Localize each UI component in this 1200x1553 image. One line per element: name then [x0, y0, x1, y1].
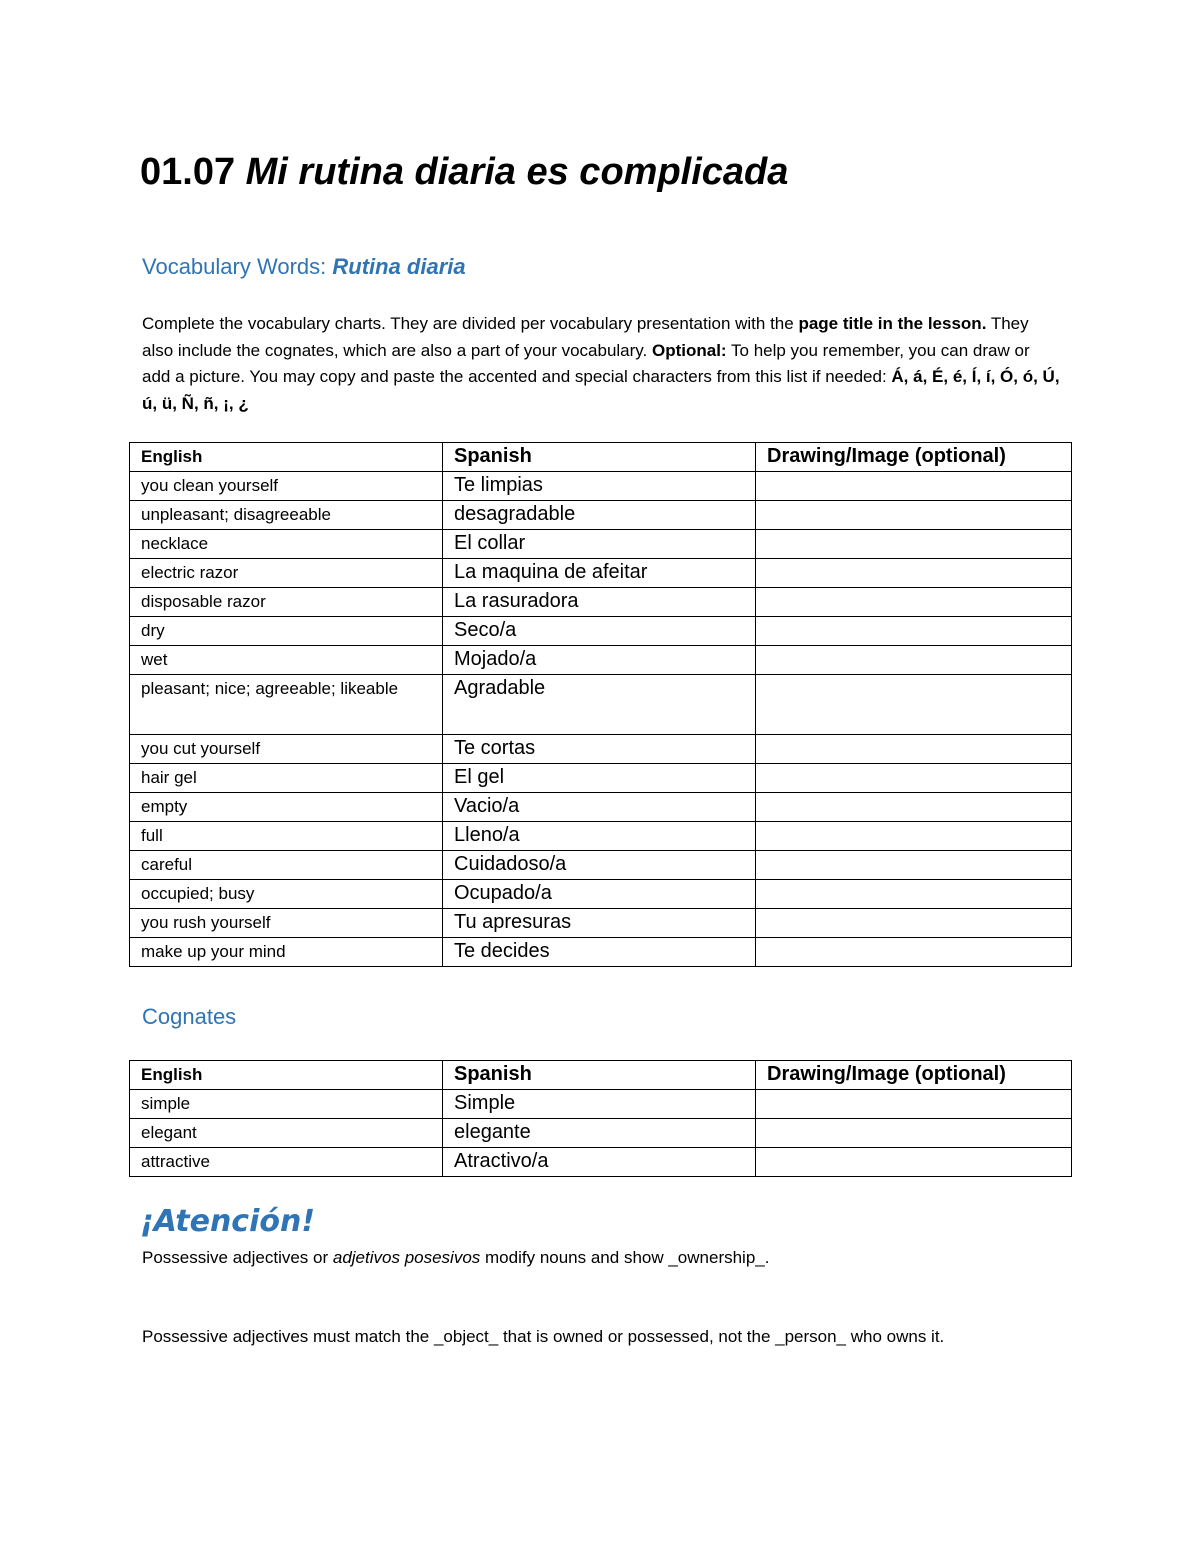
table-row [130, 530, 1072, 559]
spanish-cell[interactable]: El collar [443, 530, 756, 559]
cognates-table [129, 1060, 1072, 1177]
drawing-cell[interactable] [756, 1119, 1072, 1148]
english-cell: unpleasant; disagreeable [130, 501, 443, 530]
drawing-cell[interactable] [756, 764, 1072, 793]
drawing-cell[interactable] [756, 793, 1072, 822]
table-row [130, 559, 1072, 588]
table-row [130, 1090, 1072, 1119]
header-english: English [130, 443, 443, 472]
vocabulary-heading-prefix: Vocabulary Words: [142, 254, 327, 279]
drawing-cell[interactable] [756, 1148, 1072, 1177]
spanish-cell[interactable]: Seco/a [443, 617, 756, 646]
english-cell: you rush yourself [130, 909, 443, 938]
instructions-text: They also include the cognates, which are also a part of your vocabulary. [142, 314, 1029, 360]
spanish-cell[interactable]: desagradable [443, 501, 756, 530]
special-characters-list: Á, á, É, é, Í, í, Ó, ó, Ú, ú, ü, Ñ, ñ, ¡, ¿ [142, 367, 1060, 413]
header-spanish: Spanish [443, 443, 756, 472]
spanish-cell[interactable]: Te cortas [443, 735, 756, 764]
spanish-cell[interactable]: Agradable [443, 675, 756, 735]
english-cell: wet [130, 646, 443, 675]
drawing-cell[interactable] [756, 675, 1072, 735]
table-row [130, 938, 1072, 967]
table-row [130, 588, 1072, 617]
spanish-cell[interactable]: Lleno/a [443, 822, 756, 851]
spanish-cell[interactable]: Atractivo/a [443, 1148, 756, 1177]
vocabulary-heading [142, 252, 466, 282]
paragraph-italic-term: adjetivos posesivos [332, 1248, 481, 1267]
drawing-cell[interactable] [756, 501, 1072, 530]
table-row [130, 675, 1072, 735]
drawing-cell[interactable] [756, 472, 1072, 501]
drawing-cell[interactable] [756, 880, 1072, 909]
spanish-cell[interactable]: elegante [443, 1119, 756, 1148]
possessive-paragraph-1 [142, 1244, 1062, 1271]
table-row [130, 851, 1072, 880]
english-cell: pleasant; nice; agreeable; likeable [130, 675, 443, 735]
vocabulary-table [129, 442, 1072, 967]
possessive-paragraph-2: Possessive adjectives must match the _object_ that is owned or possessed, not the _person_ who owns it. [142, 1327, 945, 1346]
instructions-text: To help you remember, you can draw or add a picture. You may copy and paste the accented and special characters from this list if needed: [142, 340, 1030, 386]
english-cell: electric razor [130, 559, 443, 588]
header-drawing: Drawing/Image (optional) [756, 443, 1072, 472]
instructions-text: Complete the vocabulary charts. They are divided per vocabulary presentation with the [142, 314, 799, 333]
table-row [130, 472, 1072, 501]
spanish-cell[interactable]: Te limpias [443, 472, 756, 501]
table-header-row [130, 1061, 1072, 1090]
drawing-cell[interactable] [756, 559, 1072, 588]
english-cell: empty [130, 793, 443, 822]
english-cell: you cut yourself [130, 735, 443, 764]
lesson-number: 01.07 [140, 151, 236, 193]
spanish-cell[interactable]: Te decides [443, 938, 756, 967]
table-row [130, 501, 1072, 530]
table-row [130, 909, 1072, 938]
table-row [130, 880, 1072, 909]
drawing-cell[interactable] [756, 822, 1072, 851]
header-spanish: Spanish [443, 1061, 756, 1090]
drawing-cell[interactable] [756, 851, 1072, 880]
instructions-bold-text: page title in the lesson. [798, 314, 987, 333]
instructions-paragraph [142, 311, 1062, 417]
header-english: English [130, 1061, 443, 1090]
english-cell: simple [130, 1090, 443, 1119]
table-row [130, 646, 1072, 675]
cognates-heading: Cognates [142, 1004, 237, 1029]
english-cell: elegant [130, 1119, 443, 1148]
header-drawing: Drawing/Image (optional) [756, 1061, 1072, 1090]
spanish-cell[interactable]: Mojado/a [443, 646, 756, 675]
atencion-heading: ¡Atención! [140, 1204, 316, 1239]
paragraph-text: modify nouns and show _ownership_. [480, 1248, 770, 1267]
spanish-cell[interactable]: La rasuradora [443, 588, 756, 617]
english-cell: careful [130, 851, 443, 880]
table-row [130, 764, 1072, 793]
spanish-cell[interactable]: Tu apresuras [443, 909, 756, 938]
english-cell: make up your mind [130, 938, 443, 967]
english-cell: dry [130, 617, 443, 646]
spanish-cell[interactable]: Ocupado/a [443, 880, 756, 909]
table-row [130, 822, 1072, 851]
english-cell: occupied; busy [130, 880, 443, 909]
english-cell: you clean yourself [130, 472, 443, 501]
spanish-cell[interactable]: Simple [443, 1090, 756, 1119]
table-row [130, 793, 1072, 822]
english-cell: attractive [130, 1148, 443, 1177]
paragraph-text: Possessive adjectives or [142, 1248, 333, 1267]
drawing-cell[interactable] [756, 938, 1072, 967]
optional-label: Optional: [651, 340, 727, 360]
vocabulary-heading-topic: Rutina diaria [332, 254, 466, 279]
drawing-cell[interactable] [756, 909, 1072, 938]
spanish-cell[interactable]: El gel [443, 764, 756, 793]
table-row [130, 735, 1072, 764]
english-cell: hair gel [130, 764, 443, 793]
table-row [130, 1148, 1072, 1177]
table-header-row [130, 443, 1072, 472]
drawing-cell[interactable] [756, 588, 1072, 617]
page-title [140, 148, 788, 196]
spanish-cell[interactable]: Vacio/a [443, 793, 756, 822]
spanish-cell[interactable]: Cuidadoso/a [443, 851, 756, 880]
drawing-cell[interactable] [756, 530, 1072, 559]
drawing-cell[interactable] [756, 617, 1072, 646]
drawing-cell[interactable] [756, 646, 1072, 675]
english-cell: disposable razor [130, 588, 443, 617]
drawing-cell[interactable] [756, 735, 1072, 764]
spanish-cell[interactable]: La maquina de afeitar [443, 559, 756, 588]
table-row [130, 1119, 1072, 1148]
drawing-cell[interactable] [756, 1090, 1072, 1119]
table-row [130, 617, 1072, 646]
english-cell: necklace [130, 530, 443, 559]
english-cell: full [130, 822, 443, 851]
lesson-title: Mi rutina diaria es complicada [245, 151, 789, 193]
